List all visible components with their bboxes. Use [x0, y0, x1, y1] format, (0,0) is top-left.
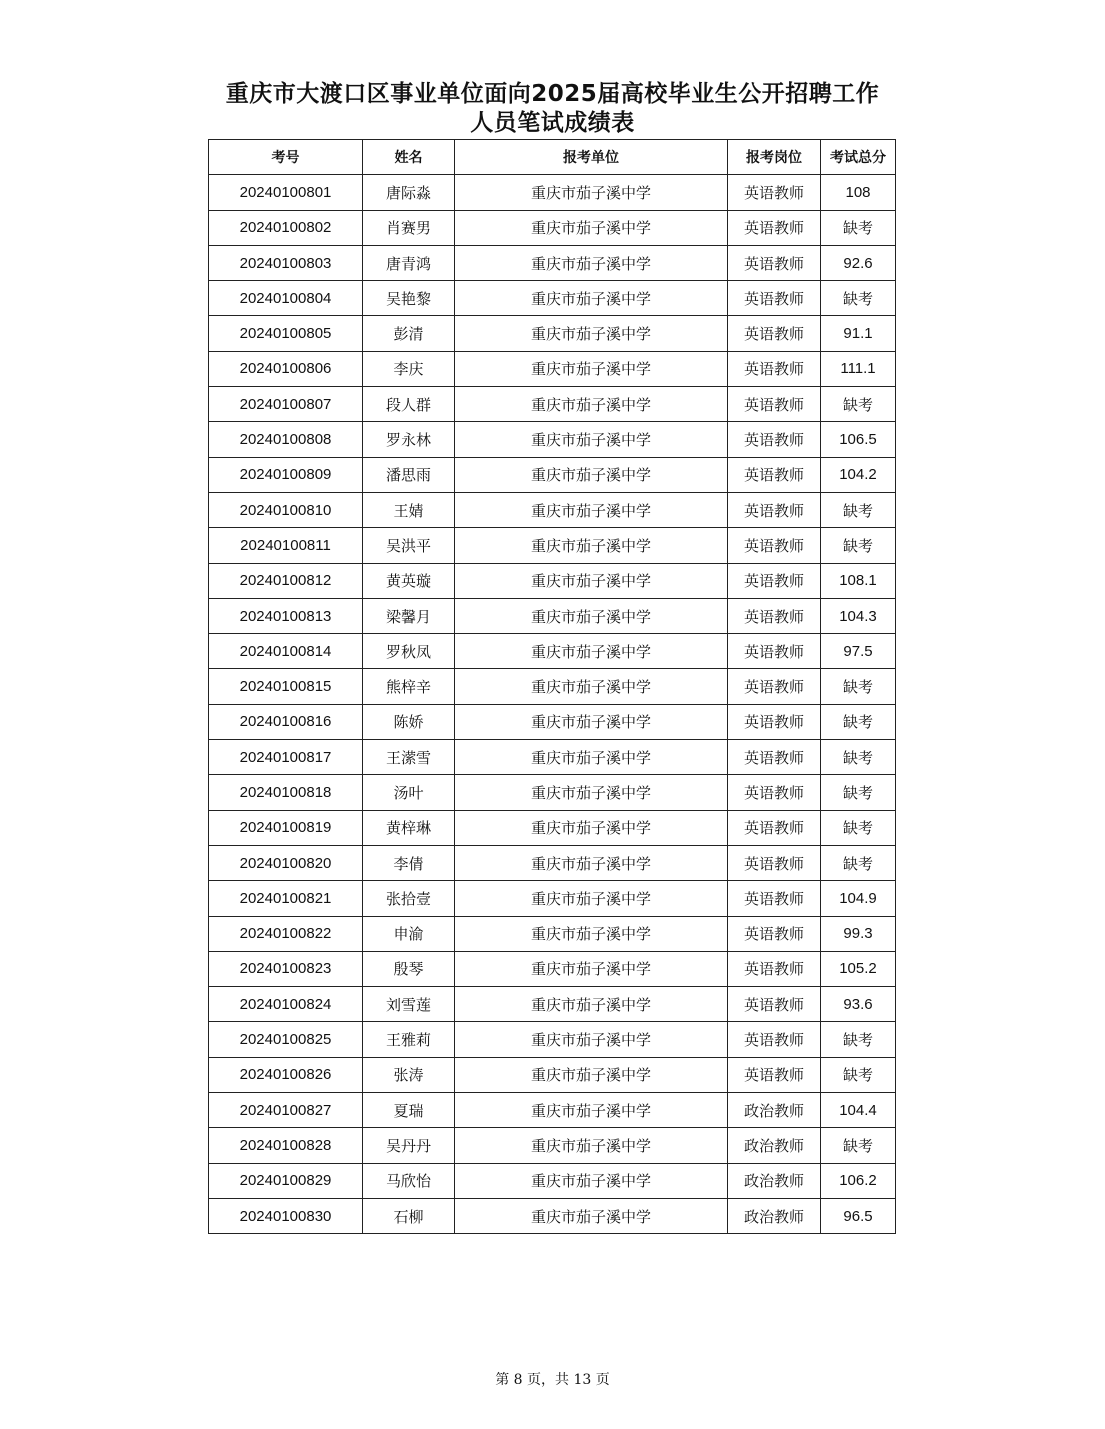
position-cell: 英语教师 [728, 951, 821, 986]
exam-number-cell: 20240100824 [209, 987, 363, 1022]
position-cell: 英语教师 [728, 669, 821, 704]
exam-number-cell: 20240100808 [209, 422, 363, 457]
name-cell: 李庆 [363, 351, 455, 386]
name-cell: 马欣怡 [363, 1163, 455, 1198]
table-row [209, 845, 896, 880]
name-cell: 潘思雨 [363, 457, 455, 492]
unit-cell: 重庆市茄子溪中学 [455, 245, 728, 280]
table-row [209, 492, 896, 527]
table-row [209, 1128, 896, 1163]
score-cell: 104.3 [821, 598, 896, 633]
score-table [208, 139, 896, 1234]
table-row [209, 1022, 896, 1057]
table-row [209, 422, 896, 457]
exam-number-cell: 20240100805 [209, 316, 363, 351]
position-cell: 英语教师 [728, 1022, 821, 1057]
exam-number-cell: 20240100822 [209, 916, 363, 951]
table-row [209, 316, 896, 351]
name-cell: 唐青鸿 [363, 245, 455, 280]
position-cell: 英语教师 [728, 810, 821, 845]
exam-number-cell: 20240100830 [209, 1198, 363, 1233]
table-row [209, 210, 896, 245]
unit-cell: 重庆市茄子溪中学 [455, 210, 728, 245]
table-row [209, 457, 896, 492]
name-cell: 王潆雪 [363, 740, 455, 775]
exam-number-cell: 20240100802 [209, 210, 363, 245]
unit-cell: 重庆市茄子溪中学 [455, 528, 728, 563]
exam-number-cell: 20240100807 [209, 387, 363, 422]
position-cell: 英语教师 [728, 351, 821, 386]
table-row [209, 881, 896, 916]
title-line-2: 人员笔试成绩表 [470, 110, 635, 136]
table-row [209, 1093, 896, 1128]
position-cell: 英语教师 [728, 175, 821, 210]
name-cell: 王婧 [363, 492, 455, 527]
document-title [0, 80, 1105, 138]
score-cell: 缺考 [821, 1022, 896, 1057]
unit-cell: 重庆市茄子溪中学 [455, 1163, 728, 1198]
unit-cell: 重庆市茄子溪中学 [455, 881, 728, 916]
table-header-row [209, 140, 896, 175]
score-cell: 缺考 [821, 669, 896, 704]
table-row [209, 563, 896, 598]
name-cell: 殷琴 [363, 951, 455, 986]
score-cell: 缺考 [821, 1057, 896, 1092]
score-cell: 缺考 [821, 704, 896, 739]
table-row [209, 987, 896, 1022]
exam-number-cell: 20240100826 [209, 1057, 363, 1092]
score-cell: 96.5 [821, 1198, 896, 1233]
exam-number-cell: 20240100816 [209, 704, 363, 739]
name-cell: 吴丹丹 [363, 1128, 455, 1163]
table-row [209, 669, 896, 704]
table-row [209, 598, 896, 633]
unit-cell: 重庆市茄子溪中学 [455, 1093, 728, 1128]
score-cell: 缺考 [821, 210, 896, 245]
position-cell: 政治教师 [728, 1128, 821, 1163]
exam-number-cell: 20240100814 [209, 634, 363, 669]
score-cell: 缺考 [821, 281, 896, 316]
score-cell: 108.1 [821, 563, 896, 598]
name-cell: 汤叶 [363, 775, 455, 810]
position-cell: 政治教师 [728, 1198, 821, 1233]
unit-cell: 重庆市茄子溪中学 [455, 316, 728, 351]
name-cell: 张拾壹 [363, 881, 455, 916]
header-unit: 报考单位 [455, 140, 728, 175]
exam-number-cell: 20240100818 [209, 775, 363, 810]
exam-number-cell: 20240100801 [209, 175, 363, 210]
score-cell: 99.3 [821, 916, 896, 951]
position-cell: 英语教师 [728, 740, 821, 775]
unit-cell: 重庆市茄子溪中学 [455, 598, 728, 633]
exam-number-cell: 20240100817 [209, 740, 363, 775]
exam-number-cell: 20240100828 [209, 1128, 363, 1163]
score-cell: 缺考 [821, 775, 896, 810]
score-cell: 97.5 [821, 634, 896, 669]
exam-number-cell: 20240100812 [209, 563, 363, 598]
position-cell: 英语教师 [728, 210, 821, 245]
unit-cell: 重庆市茄子溪中学 [455, 422, 728, 457]
name-cell: 唐际淼 [363, 175, 455, 210]
position-cell: 英语教师 [728, 492, 821, 527]
name-cell: 吴艳黎 [363, 281, 455, 316]
table-row [209, 951, 896, 986]
title-line-1: 重庆市大渡口区事业单位面向2025届高校毕业生公开招聘工作 [225, 81, 880, 107]
score-cell: 104.4 [821, 1093, 896, 1128]
table-row [209, 634, 896, 669]
score-cell: 104.2 [821, 457, 896, 492]
table-row [209, 810, 896, 845]
position-cell: 英语教师 [728, 845, 821, 880]
exam-number-cell: 20240100823 [209, 951, 363, 986]
position-cell: 英语教师 [728, 422, 821, 457]
header-exam-number: 考号 [209, 140, 363, 175]
score-cell: 105.2 [821, 951, 896, 986]
score-cell: 缺考 [821, 740, 896, 775]
unit-cell: 重庆市茄子溪中学 [455, 775, 728, 810]
name-cell: 梁馨月 [363, 598, 455, 633]
exam-number-cell: 20240100819 [209, 810, 363, 845]
name-cell: 罗永林 [363, 422, 455, 457]
name-cell: 陈娇 [363, 704, 455, 739]
name-cell: 刘雪莲 [363, 987, 455, 1022]
exam-number-cell: 20240100829 [209, 1163, 363, 1198]
position-cell: 英语教师 [728, 987, 821, 1022]
score-cell: 106.5 [821, 422, 896, 457]
name-cell: 石柳 [363, 1198, 455, 1233]
score-cell: 缺考 [821, 810, 896, 845]
unit-cell: 重庆市茄子溪中学 [455, 1198, 728, 1233]
unit-cell: 重庆市茄子溪中学 [455, 387, 728, 422]
unit-cell: 重庆市茄子溪中学 [455, 457, 728, 492]
page-footer: 第 8 页，共 13 页 [495, 1372, 610, 1388]
score-cell: 缺考 [821, 845, 896, 880]
name-cell: 段人群 [363, 387, 455, 422]
table-row [209, 704, 896, 739]
position-cell: 英语教师 [728, 387, 821, 422]
exam-number-cell: 20240100815 [209, 669, 363, 704]
position-cell: 英语教师 [728, 316, 821, 351]
position-cell: 英语教师 [728, 881, 821, 916]
score-cell: 91.1 [821, 316, 896, 351]
position-cell: 英语教师 [728, 598, 821, 633]
unit-cell: 重庆市茄子溪中学 [455, 1022, 728, 1057]
name-cell: 张涛 [363, 1057, 455, 1092]
name-cell: 李倩 [363, 845, 455, 880]
unit-cell: 重庆市茄子溪中学 [455, 916, 728, 951]
table-row [209, 351, 896, 386]
table-row [209, 916, 896, 951]
exam-number-cell: 20240100809 [209, 457, 363, 492]
header-position: 报考岗位 [728, 140, 821, 175]
unit-cell: 重庆市茄子溪中学 [455, 704, 728, 739]
table-row [209, 775, 896, 810]
position-cell: 英语教师 [728, 916, 821, 951]
score-cell: 108 [821, 175, 896, 210]
header-total-score: 考试总分 [821, 140, 896, 175]
name-cell: 熊梓辛 [363, 669, 455, 704]
unit-cell: 重庆市茄子溪中学 [455, 951, 728, 986]
table-row [209, 740, 896, 775]
header-name: 姓名 [363, 140, 455, 175]
name-cell: 申渝 [363, 916, 455, 951]
exam-number-cell: 20240100810 [209, 492, 363, 527]
unit-cell: 重庆市茄子溪中学 [455, 1128, 728, 1163]
unit-cell: 重庆市茄子溪中学 [455, 634, 728, 669]
position-cell: 英语教师 [728, 563, 821, 598]
table-row [209, 1198, 896, 1233]
exam-number-cell: 20240100804 [209, 281, 363, 316]
exam-number-cell: 20240100821 [209, 881, 363, 916]
unit-cell: 重庆市茄子溪中学 [455, 563, 728, 598]
exam-number-cell: 20240100813 [209, 598, 363, 633]
table-row [209, 528, 896, 563]
unit-cell: 重庆市茄子溪中学 [455, 175, 728, 210]
score-cell: 缺考 [821, 1128, 896, 1163]
unit-cell: 重庆市茄子溪中学 [455, 845, 728, 880]
score-cell: 106.2 [821, 1163, 896, 1198]
position-cell: 英语教师 [728, 281, 821, 316]
position-cell: 英语教师 [728, 775, 821, 810]
unit-cell: 重庆市茄子溪中学 [455, 740, 728, 775]
exam-number-cell: 20240100820 [209, 845, 363, 880]
name-cell: 彭清 [363, 316, 455, 351]
name-cell: 吴洪平 [363, 528, 455, 563]
exam-number-cell: 20240100825 [209, 1022, 363, 1057]
score-cell: 缺考 [821, 528, 896, 563]
score-cell: 缺考 [821, 492, 896, 527]
table-row [209, 1057, 896, 1092]
score-cell: 104.9 [821, 881, 896, 916]
unit-cell: 重庆市茄子溪中学 [455, 669, 728, 704]
score-cell: 92.6 [821, 245, 896, 280]
table-row [209, 1163, 896, 1198]
unit-cell: 重庆市茄子溪中学 [455, 281, 728, 316]
score-cell: 缺考 [821, 387, 896, 422]
name-cell: 肖赛男 [363, 210, 455, 245]
table-body [209, 175, 896, 1234]
exam-number-cell: 20240100803 [209, 245, 363, 280]
unit-cell: 重庆市茄子溪中学 [455, 492, 728, 527]
unit-cell: 重庆市茄子溪中学 [455, 987, 728, 1022]
table-row [209, 387, 896, 422]
name-cell: 黄梓琳 [363, 810, 455, 845]
name-cell: 罗秋凤 [363, 634, 455, 669]
exam-number-cell: 20240100811 [209, 528, 363, 563]
score-cell: 111.1 [821, 351, 896, 386]
position-cell: 英语教师 [728, 704, 821, 739]
unit-cell: 重庆市茄子溪中学 [455, 810, 728, 845]
name-cell: 黄英璇 [363, 563, 455, 598]
name-cell: 王雅莉 [363, 1022, 455, 1057]
exam-number-cell: 20240100827 [209, 1093, 363, 1128]
position-cell: 英语教师 [728, 245, 821, 280]
position-cell: 政治教师 [728, 1163, 821, 1198]
position-cell: 英语教师 [728, 528, 821, 563]
position-cell: 英语教师 [728, 457, 821, 492]
unit-cell: 重庆市茄子溪中学 [455, 1057, 728, 1092]
position-cell: 英语教师 [728, 634, 821, 669]
table-row [209, 245, 896, 280]
exam-number-cell: 20240100806 [209, 351, 363, 386]
score-cell: 93.6 [821, 987, 896, 1022]
name-cell: 夏瑞 [363, 1093, 455, 1128]
unit-cell: 重庆市茄子溪中学 [455, 351, 728, 386]
table-row [209, 281, 896, 316]
position-cell: 英语教师 [728, 1057, 821, 1092]
position-cell: 政治教师 [728, 1093, 821, 1128]
table-row [209, 175, 896, 210]
